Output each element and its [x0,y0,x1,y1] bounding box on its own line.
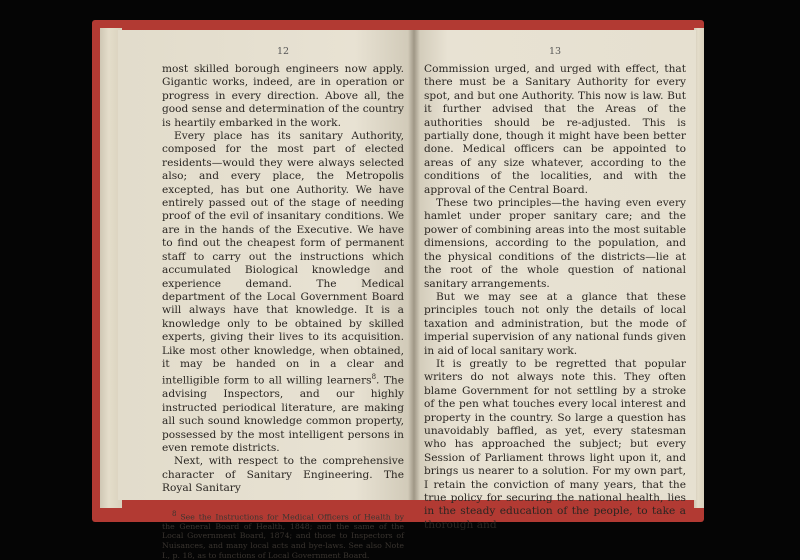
footnote-text: See the Instructions for Medical Officers of Health by the General Board of Health, 1848; and the same of the Local Government Board, 1874; and those to Inspectors of Nuisances, and many local acts and bye-laws. See also Note I., p. 18, as to functions of Local Government Board. [162,512,404,560]
paragraph [162,130,404,455]
paragraph: Next, with respect to the comprehensive character of Sanitary Engineering. The Royal Sanitary [162,455,404,495]
left-page [118,30,414,560]
paragraph: Commission urged, and urged with effect, that there must be a Sanitary Authority for every spot, and but one Authority. This now is law. But it further advised that the Areas of the authorities should be re-adjusted. This is partially done, though it might have been better done. Medical officers can be appointed to areas of any size whatever, according to the conditions of the localities, and with the approval of the Central Board. [424,63,686,196]
paragraph: These two principles—the having even every hamlet under proper sanitary care; and the power of combining areas into the most suitable dimensions, according to the population, and the physical conditions of the districts—lie at the root of the whole question of national sanitary arrangements. [424,197,686,290]
page-number-left: 12 [276,46,290,57]
book-gutter [408,30,420,500]
paragraph: It is greatly to be regretted that popular writers do not always note this. They often blame Government for not settling by a stroke of the pen what touches every local interest and property in the country. So large a question has unavoidably baffled, as yet, every statesman who has approached the subject; but every Session of Parliament throws light upon it, and brings us nearer to a solution. For my own part, I retain the conviction of many years, that the true policy for securing the national health, lies in the steady education of the people, to take a thorough and [424,357,686,531]
left-page-text [162,63,404,496]
paragraph-text: . The advising Inspectors, and our highly instructed periodical literature, are making all such sound knowledge common property, possessed by the most intelligent persons in even remote districts. [162,374,404,454]
footnote [162,510,404,560]
right-page-text [424,63,686,532]
footnote-reference: 8 [371,373,377,382]
footnote-mark: 8 [172,509,177,518]
paragraph: But we may see at a glance that these principles touch not only the details of local taxation and administration, but the mode of imperial supervision of any national funds given in aid of local sanitary work. [424,290,686,357]
right-page [414,30,696,531]
paragraph: most skilled borough engineers now apply. Gigantic works, indeed, are in operation or progress in every direction. Above all, the good sense and determination of the country is heartily embarked in the work. [162,63,404,129]
paragraph-text: Every place has its sanitary Authority, composed for the most part of elected residents—would they were always selected also; and every place, the Metropolis excepted, has but one Authority. We have entirely passed out of the stage of needing proof of the evil of insanitary conditions. We are in the hands of the Executive. We have to find out the cheapest form of permanent staff to carry out the instructions which accumulated Biological knowledge and experience demand. The Medical department of the Local Government Board will always have that knowledge. It is a knowledge only to be obtained by skilled experts, giving their lives to its acquisition. Like most other knowledge, when obtained, it may be handed on in a clear and intelligible form to all willing learners [162,130,404,387]
page-number-right: 13 [548,46,562,57]
